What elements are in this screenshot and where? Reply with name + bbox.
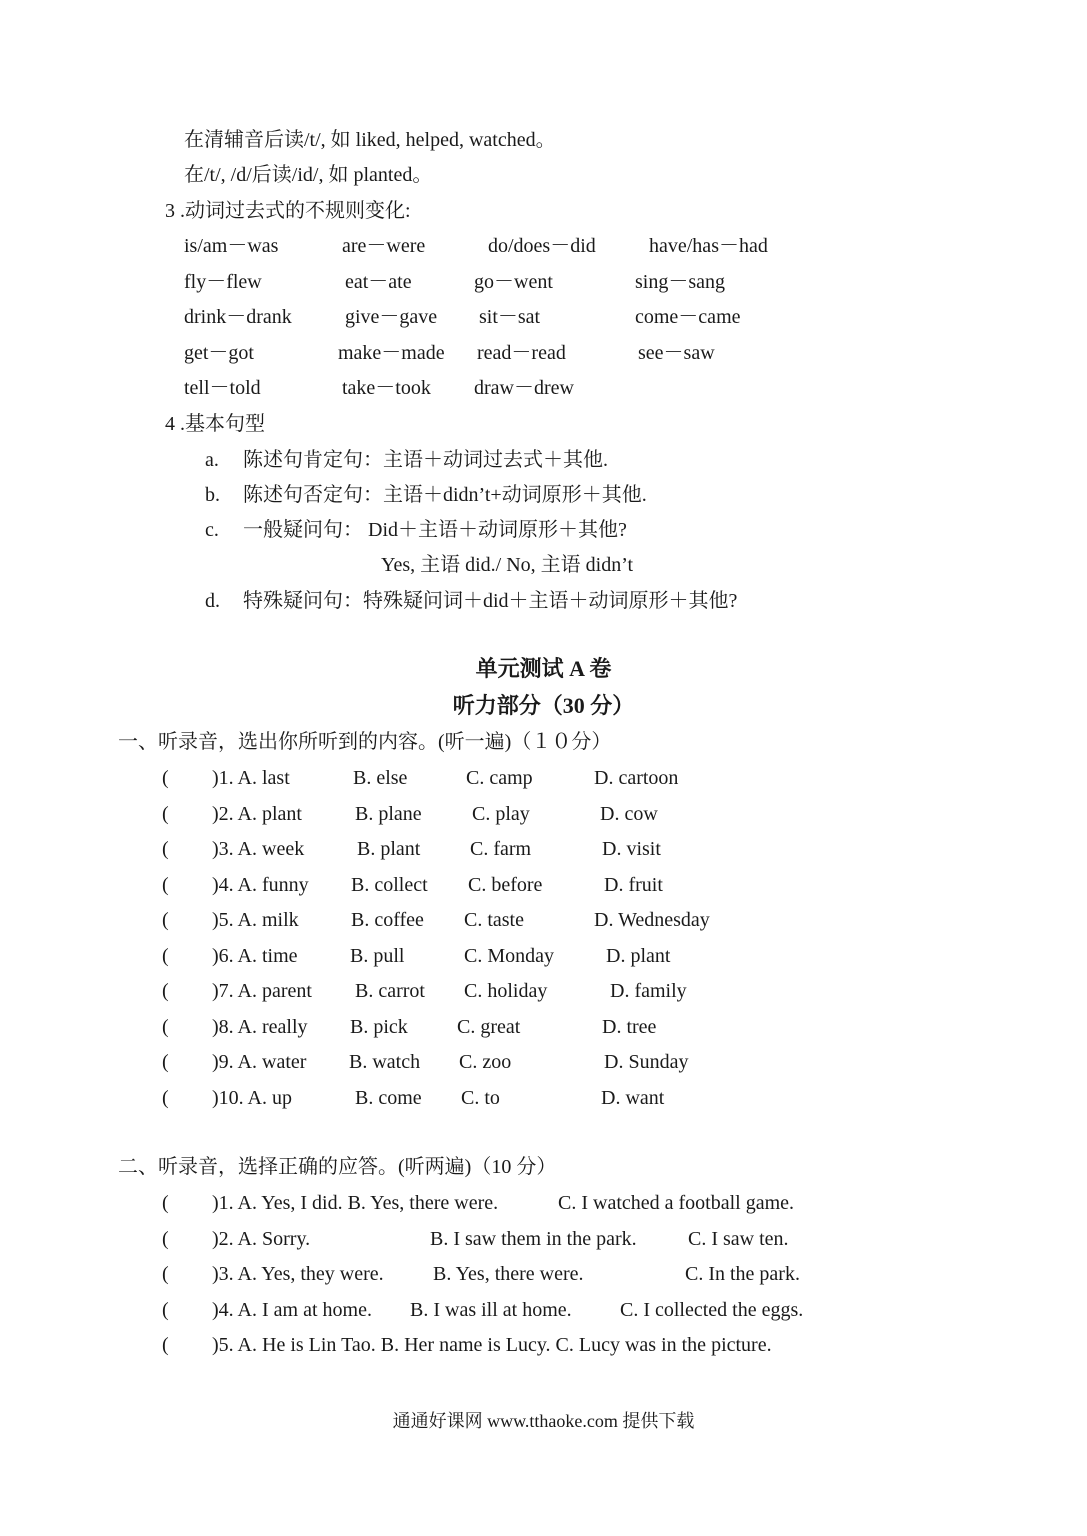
pattern-d-text: 特殊疑问句：特殊疑问词＋did＋主语＋动词原形＋其他? (243, 590, 738, 612)
response-option: B. I saw them in the park. (430, 1227, 637, 1250)
response-option: B. I was ill at home. (410, 1298, 572, 1321)
answer-paren: ( (162, 980, 169, 1002)
pattern-c-letter: c. (205, 519, 219, 541)
question-option: C. zoo (459, 1051, 512, 1073)
pattern-b-letter: b. (205, 484, 220, 506)
question-option: )1. A. last (212, 767, 290, 789)
verb-pair: go－went (474, 271, 553, 293)
question-option: C. farm (470, 838, 532, 860)
question-option: )5. A. milk (212, 909, 299, 931)
verb-pair: sit－sat (479, 306, 541, 328)
verb-pair: have/has－had (649, 235, 768, 257)
verb-pair: drink－drank (184, 306, 292, 328)
test-title: 单元测试 A 卷 (475, 656, 612, 681)
part-1-instruction: 一、听录音，选出你所听到的内容。(听一遍)（１０分） (118, 731, 612, 753)
question-option: B. watch (349, 1051, 421, 1073)
question-option: B. collect (351, 873, 428, 896)
response-option: )4. A. I am at home. (212, 1298, 372, 1321)
question-option: C. holiday (464, 980, 548, 1002)
answer-paren: ( (162, 1192, 169, 1214)
question-option: C. Monday (464, 944, 554, 967)
answer-paren: ( (162, 1015, 169, 1038)
question-option: B. plane (355, 802, 422, 825)
pattern-c-text: 一般疑问句： Did＋主语＋动词原形＋其他? (243, 519, 627, 541)
response-option: C. I watched a football game. (558, 1192, 795, 1214)
response-option: )5. A. He is Lin Tao. B. Her name is Lucy. C. Lucy was in the picture. (212, 1334, 772, 1356)
pattern-a-letter: a. (205, 449, 219, 471)
response-option: C. I collected the eggs. (620, 1298, 804, 1321)
question-option: D. tree (602, 1015, 657, 1038)
answer-paren: ( (162, 909, 169, 931)
verb-pair: see－saw (638, 342, 715, 364)
question-option: )10. A. up (212, 1086, 292, 1109)
question-option: C. great (457, 1015, 521, 1038)
verb-pair: get－got (184, 342, 254, 364)
question-option: B. coffee (351, 909, 424, 931)
verb-pair: are－were (342, 235, 426, 257)
question-option: D. visit (602, 838, 661, 860)
verb-pair: draw－drew (474, 377, 574, 399)
question-option: B. carrot (355, 980, 425, 1002)
response-option: C. I saw ten. (688, 1227, 789, 1250)
response-option: )2. A. Sorry. (212, 1227, 311, 1250)
verb-pair: take－took (342, 377, 431, 399)
question-option: B. plant (357, 838, 421, 860)
question-option: D. cartoon (594, 767, 679, 789)
question-option: D. fruit (604, 873, 663, 896)
question-option: )6. A. time (212, 944, 298, 967)
question-option: B. pull (350, 944, 405, 967)
answer-paren: ( (162, 873, 169, 896)
answer-paren: ( (162, 1227, 169, 1250)
verb-pair: fly－flew (184, 271, 262, 293)
rule-voiceless: 在清辅音后读/t/, 如 liked, helped, watched。 (184, 129, 556, 151)
verb-pair: tell－told (184, 377, 261, 399)
verb-pair: give－gave (345, 306, 438, 328)
question-option: B. else (353, 767, 408, 789)
answer-paren: ( (162, 944, 169, 967)
section-4-title: 4 .基本句型 (165, 413, 265, 435)
footer-credit: 通通好课网 www.tthaoke.com 提供下载 (392, 1411, 695, 1431)
question-option: D. Wednesday (594, 909, 710, 931)
question-option: D. want (601, 1086, 665, 1109)
verb-pair: sing－sang (635, 271, 725, 293)
question-option: )2. A. plant (212, 802, 302, 825)
pattern-b-text: 陈述句否定句：主语＋didn’t+动词原形＋其他. (243, 484, 647, 506)
part-2-instruction: 二、听录音，选择正确的应答。(听两遍)（10 分） (118, 1156, 557, 1178)
answer-paren: ( (162, 767, 169, 789)
verb-pair: come－came (635, 306, 741, 328)
answer-paren: ( (162, 1298, 169, 1321)
answer-paren: ( (162, 1086, 169, 1109)
question-option: C. taste (464, 909, 524, 931)
pattern-a-text: 陈述句肯定句：主语＋动词过去式＋其他. (243, 449, 608, 471)
question-option: B. come (355, 1086, 422, 1109)
answer-paren: ( (162, 1263, 169, 1285)
question-option: )9. A. water (212, 1051, 307, 1073)
answer-paren: ( (162, 1051, 169, 1073)
question-option: C. before (468, 873, 543, 896)
question-option: )8. A. really (212, 1015, 308, 1038)
question-option: C. camp (466, 767, 533, 789)
answer-paren: ( (162, 838, 169, 860)
rule-t-d: 在/t/, /d/后读/id/, 如 planted。 (184, 164, 433, 186)
question-option: D. plant (606, 944, 671, 967)
answer-paren: ( (162, 1334, 169, 1356)
pattern-d-letter: d. (205, 590, 220, 612)
question-option: D. family (610, 980, 687, 1002)
verb-pair: eat－ate (345, 271, 412, 293)
question-option: )3. A. week (212, 838, 305, 860)
response-option: B. Yes, there were. (433, 1263, 584, 1285)
verb-pair: is/am－was (184, 235, 279, 257)
response-option: )1. A. Yes, I did. B. Yes, there were. (212, 1192, 499, 1214)
verb-pair: do/does－did (488, 235, 596, 257)
question-option: )7. A. parent (212, 980, 312, 1002)
question-option: C. to (461, 1086, 500, 1109)
question-option: D. Sunday (604, 1051, 689, 1073)
question-option: B. pick (350, 1015, 408, 1038)
response-option: )3. A. Yes, they were. (212, 1263, 384, 1285)
response-option: C. In the park. (685, 1263, 800, 1285)
question-option: )4. A. funny (212, 873, 309, 896)
listening-title: 听力部分（30 分） (452, 693, 635, 718)
verb-pair: read－read (477, 342, 566, 364)
section-3-title: 3 .动词过去式的不规则变化: (165, 200, 411, 222)
answer-paren: ( (162, 802, 169, 825)
verb-pair: make－made (338, 342, 445, 364)
question-option: C. play (472, 802, 530, 825)
pattern-c-answer: Yes, 主语 did./ No, 主语 didn’t (381, 554, 634, 576)
question-option: D. cow (600, 802, 658, 825)
